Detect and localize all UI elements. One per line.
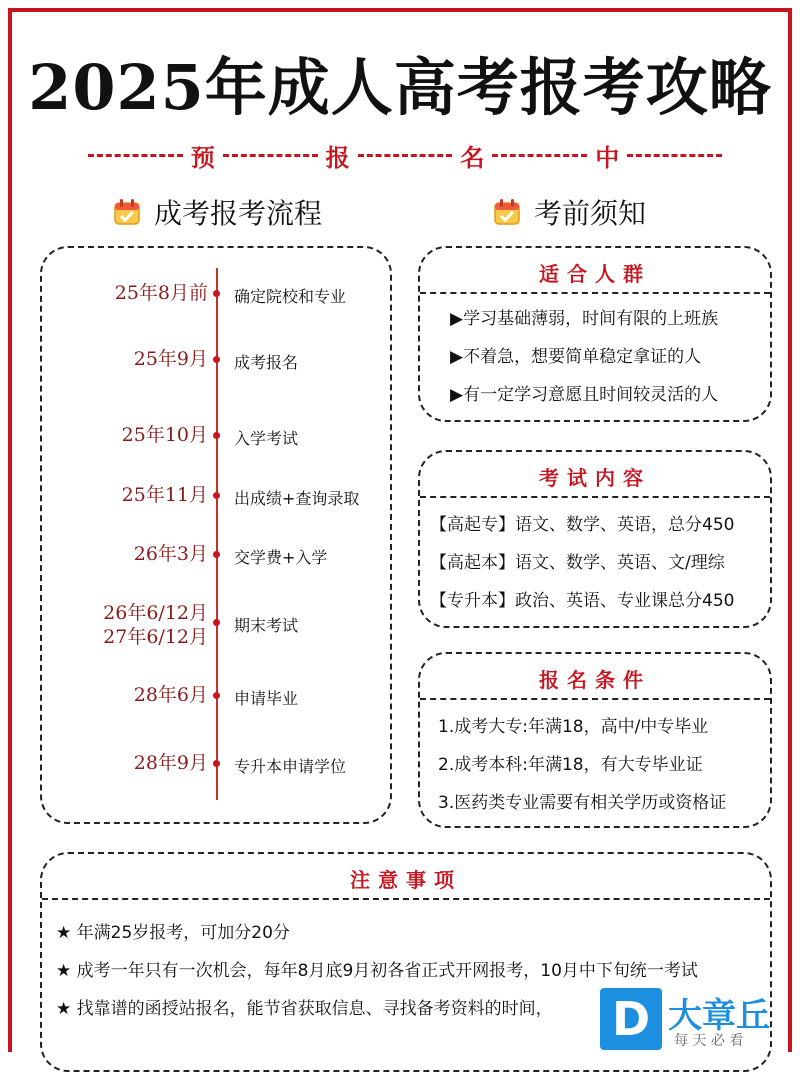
list-item: 3.医药类专业需要有相关学历或资格证 [438, 793, 727, 813]
process-heading [112, 192, 322, 232]
list-item: 1.成考大专:年满18，高中/中专毕业 [438, 717, 709, 737]
timeline-text: 成考报名 [234, 353, 299, 372]
list-item: 【高起专】语文、数学、英语，总分450 [430, 515, 735, 535]
logo-brand: 大章丘 [668, 988, 770, 1037]
calendar-icon [492, 197, 522, 227]
timeline-date: 28年6月 [133, 684, 208, 706]
list-item: 【高起本】语文、数学、英语、文/理综 [430, 553, 725, 573]
notice-heading [492, 192, 646, 232]
list-item: ★ 年满25岁报考，可加分20分 [56, 923, 290, 943]
timeline-text: 出成绩+查询录取 [234, 489, 360, 508]
timeline-dot [213, 290, 220, 297]
timeline-date: 25年8月前 [114, 282, 208, 304]
banner-char: 预 [190, 143, 215, 172]
list-item: ★ 找靠谱的函授站报名，能节省获取信息、寻找备考资料的时间， [56, 999, 553, 1019]
divider [42, 898, 770, 900]
divider [627, 154, 722, 157]
timeline-date: 26年3月 [133, 543, 208, 565]
page-title: 2025年成人高考报考攻略 [28, 51, 772, 124]
logo-tagline: 每 天 必 看 [674, 1033, 744, 1049]
list-item: 2.成考本科:年满18，有大专毕业证 [438, 755, 703, 775]
exam-content-box [418, 450, 772, 628]
timeline-dot [213, 356, 220, 363]
timeline-item [44, 424, 384, 464]
list-item: 【专升本】政治、英语、专业课总分450 [430, 591, 735, 611]
timeline-item [44, 602, 384, 650]
timeline-dot [213, 692, 220, 699]
divider [492, 154, 587, 157]
timeline-text: 交学费+入学 [234, 548, 328, 567]
timeline-dot [213, 551, 220, 558]
suitable-title: 适合人群 [539, 262, 651, 286]
timeline-text: 入学考试 [234, 429, 299, 448]
calendar-icon [112, 197, 142, 227]
timeline-item [44, 684, 384, 724]
logo-letter: D [612, 992, 651, 1046]
timeline-date: 28年9月 [133, 752, 208, 774]
timeline-date-2: 27年6/12月 [103, 626, 208, 648]
exam-content-title: 考试内容 [539, 466, 651, 490]
suitable-box [418, 246, 772, 422]
timeline-text: 确定院校和专业 [234, 287, 347, 306]
timeline-dot [213, 432, 220, 439]
divider [88, 154, 183, 157]
timeline-date: 26年6/12月 [103, 602, 208, 624]
list-item: ▶学习基础薄弱，时间有限的上班族 [450, 309, 719, 329]
banner-char: 报 [325, 143, 350, 172]
timeline-item [44, 282, 384, 322]
banner-char: 中 [595, 143, 620, 172]
timeline-item [44, 752, 384, 792]
process-heading-label: 成考报考流程 [154, 197, 323, 230]
timeline-dot [213, 760, 220, 767]
divider [358, 154, 453, 157]
timeline-item [44, 484, 384, 524]
notes-title: 注意事项 [350, 868, 462, 892]
notice-heading-label: 考前须知 [534, 197, 647, 230]
timeline-item [44, 543, 384, 583]
timeline-item [44, 348, 384, 388]
conditions-box [418, 652, 772, 828]
timeline-text: 申请毕业 [234, 689, 299, 708]
list-item: ▶有一定学习意愿且时间较灵活的人 [450, 385, 719, 405]
conditions-title: 报名条件 [539, 668, 651, 692]
timeline-dot [213, 619, 220, 626]
timeline-date: 25年11月 [121, 484, 208, 506]
divider [420, 292, 770, 294]
banner-char: 名 [460, 143, 485, 172]
timeline-text: 期末考试 [234, 616, 299, 635]
pre-registration-banner [80, 140, 730, 170]
timeline-dot [213, 492, 220, 499]
logo-badge [600, 988, 662, 1050]
divider [420, 496, 770, 498]
timeline-date: 25年9月 [133, 348, 208, 370]
list-item: ★ 成考一年只有一次机会，每年8月底9月初各省正式开网报考，10月中下旬统一考试 [56, 961, 698, 981]
timeline-text: 专升本申请学位 [234, 757, 347, 776]
divider [223, 154, 318, 157]
list-item: ▶不着急，想要简单稳定拿证的人 [450, 347, 702, 367]
timeline-date: 25年10月 [121, 424, 208, 446]
divider [420, 698, 770, 700]
watermark-logo [600, 988, 800, 1052]
